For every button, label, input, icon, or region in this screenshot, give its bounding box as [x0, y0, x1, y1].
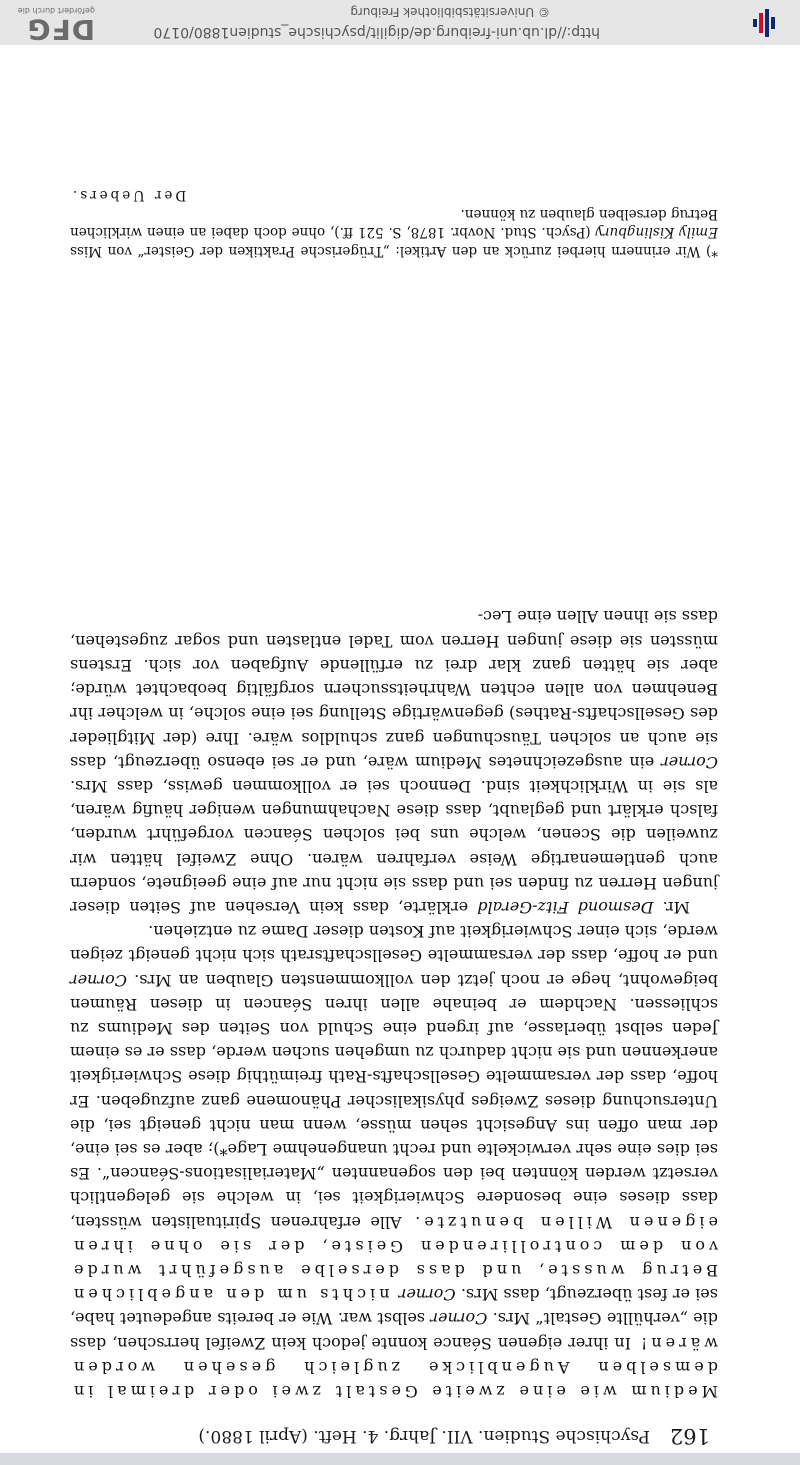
text-run: Alle erfahrenen Spiritualisten wüssten, dass dieses eine besondere Schwierigkeit sei, in welche sie gelegentlich versetzt werden könnten bei den sogenannten „Materialisations-Séancen“. Es sei dies eine sehr verwickelte und recht unangenehme Lage*); aber es sei eine, der man offen ins Angesicht sehen müsse, wenn man nicht geneigt sei, die Untersuchung dieses Zweiges physikalischer Phänomene ganz aufzugeben. Er hoffe, dass der versammelte Gesellschafts-Rath freimüthig diese Schwierigkeit anerkennen und sie nicht dadurch zu umgehen suchen werde, dass er es einem Jeden selbst überlasse, auf irgend eine Schuld von Seiten des Mediums zu schliessen. Nachdem er beinahe allen ihren Séancen in diesen Räumen beigewohnt, hege er noch jetzt den vollkommensten Glauben an Mrs. [69, 970, 718, 1232]
running-head: Psychische Studien. VII. Jahrg. 4. Heft. (April 1880.) [198, 1426, 650, 1446]
dfg-logo-text: DFG [26, 13, 95, 46]
text-run: nichts um den angeblichen Betrug wusste, und dass derselbe ausgeführt wurde von dem controllirenden Geiste, der sie ohne ihren eigenen Willen benutzte. [69, 1212, 718, 1305]
text-run: *) Wir erinnern hierbei zurück an den Artikel: „Trügerische Praktiken der Geister“ von Miss [70, 243, 718, 259]
italic-name: Desmond Fitz-Gerald [477, 897, 654, 917]
italic-name: Corner [430, 1309, 488, 1329]
university-logo-icon [745, 5, 785, 41]
viewer-ghost-band [0, 1453, 800, 1465]
text-run: erklärte, dass kein Versehen auf Seiten dieser jungen Herren zu finden sei und dass sie nicht nur auf eine geeignete, sondern auch gentlemenartige Weise verfahren wären. Ohne Zweifel hätten wir zuweilen die Scenen, welche uns bei solchen Séancen vorgeführt wurden, falsch erklärt und geglaubt, dass diese Nachahmungen weniger häufig wären, als sie in Wirklichkeit sind. Dennoch sei er vollkommen gewiss, dass Mrs. [70, 776, 718, 917]
text-run: Medium wie eine zweite Gestalt zwei oder dreimal in demselben Augenblicke zugleich gesehen worden wären! [70, 1333, 718, 1401]
italic-name: Emily Kislingbury [595, 224, 718, 241]
footnote-signature: Der Uebers. [70, 187, 187, 204]
text-run: In ihrer eigenen Séance konnte jedoch kein Zweifel herrschen, dass die „verhüllte Gestalt“ Mrs. [70, 1309, 718, 1353]
text-run: selbst war. Wie er bereits angedeutet habe, sei er fest überzeugt, dass Mrs. [69, 1285, 718, 1329]
footnote-text [70, 205, 718, 261]
paragraph [70, 604, 718, 919]
footer-url-link[interactable]: http://dl.ub.uni-freiburg.de/digilit/psychische_studien1880/0170 [153, 24, 600, 40]
dfg-logo [5, 3, 95, 46]
text-run: ein ausgezeichnetes Medium wäre, und er sei ebenso überzeugt, dass sie auch an solchen Täuschungen ganz schuldlos wäre. Ihre (der Mitglieder des Gesellschafts-Rathes) gegenwärtige Stellung sei eine solche, in welcher ihr Benehmen von allen echten Wahrheitssuchern sorgfältig beobachtet würde; aber sie hätten ganz klar drei zu erfüllende Aufgaben vor sich. Erstens müssten sie diese jungen Herren vom Tadel entlasten und sogar zugestehen, dass sie ihnen Allen eine Lec- [70, 607, 718, 772]
italic-name: Corner [661, 752, 718, 772]
dfg-tagline: gefördert durch die [17, 6, 95, 15]
page-number: 162 [669, 1424, 710, 1448]
paragraph [70, 919, 718, 1403]
italic-name: Corner [398, 1285, 456, 1305]
text-run: und er hoffe, dass der versammelte Gesellschaftsrath sich nicht geneigt zeigen werde, sich einer Schwierigkeit auf Kosten dieser Dame zu entziehen. [70, 922, 718, 966]
footer-copyright: © Universitätsbibliothek Freiburg [350, 5, 550, 19]
text-run: (Psych. Stud. Novbr. 1878, S. 521 ff.), ohne doch dabei an einen wirklichen Betrug derselben glauben zu können. [70, 206, 718, 241]
footnote [70, 186, 718, 260]
italic-name: Corner [70, 970, 127, 990]
body-text [70, 604, 718, 1403]
page-header [70, 1420, 710, 1450]
text-run: Mr. [653, 897, 690, 917]
viewer-footer [0, 0, 800, 45]
